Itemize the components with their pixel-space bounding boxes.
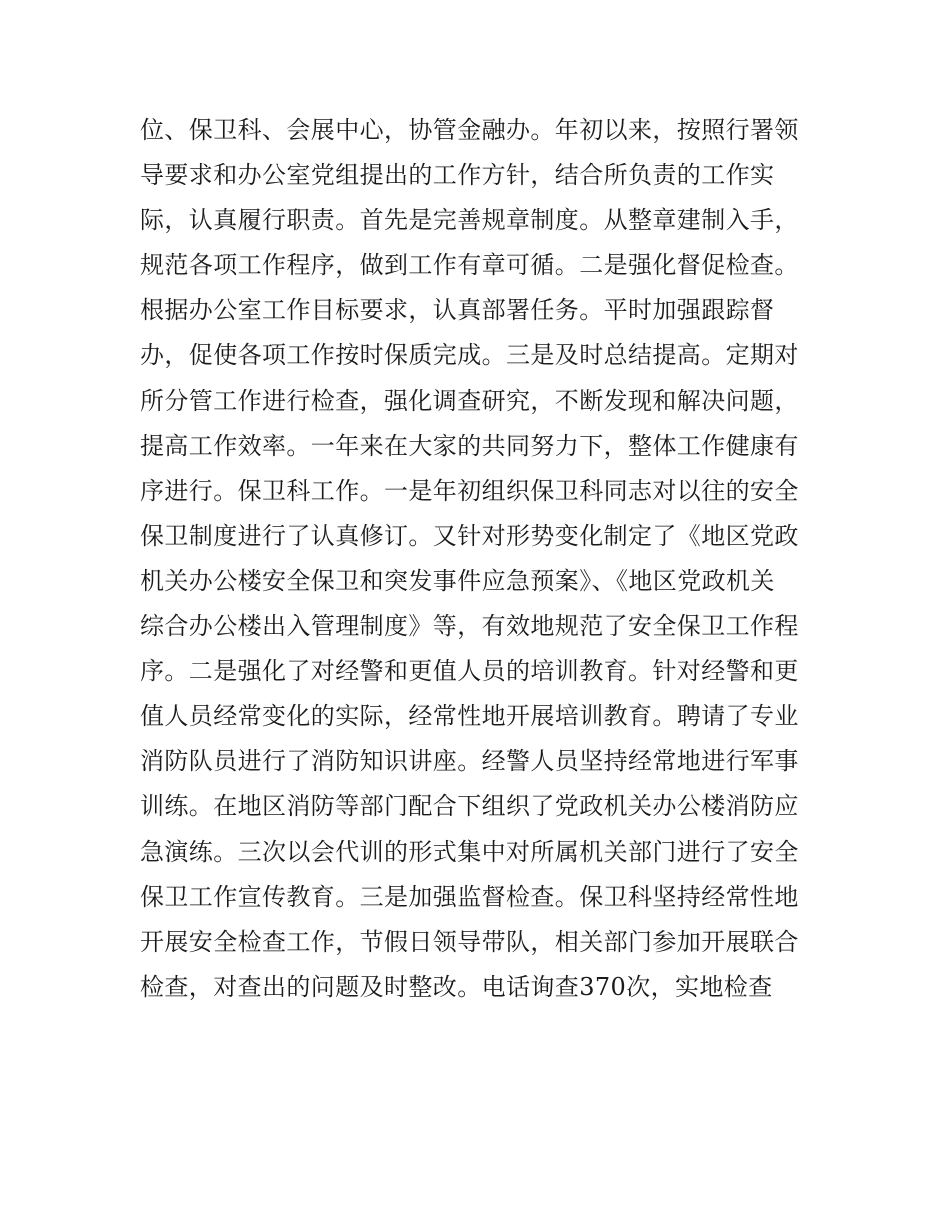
text-line: 际，认真履行职责。首先是完善规章制度。从整章建制入手， bbox=[140, 206, 799, 235]
text-line: 序。二是强化了对经警和更值人员的培训教育。针对经警和更 bbox=[140, 657, 799, 686]
body-text bbox=[140, 108, 820, 1010]
text-line: 急演练。三次以会代训的形式集中对所属机关部门进行了安全 bbox=[140, 837, 799, 866]
text-line: 训练。在地区消防等部门配合下组织了党政机关办公楼消防应 bbox=[140, 792, 799, 821]
text-line: 规范各项工作程序，做到工作有章可循。二是强化督促检查。 bbox=[140, 251, 799, 280]
text-line: 提高工作效率。一年来在大家的共同努力下，整体工作健康有 bbox=[140, 431, 799, 460]
text-line: 办，促使各项工作按时保质完成。三是及时总结提高。定期对 bbox=[140, 341, 799, 370]
text-line: 保卫制度进行了认真修订。又针对形势变化制定了《地区党政 bbox=[140, 521, 799, 550]
text-line: 根据办公室工作目标要求，认真部署任务。平时加强跟踪督 bbox=[140, 296, 775, 325]
text-line: 导要求和办公室党组提出的工作方针，结合所负责的工作实 bbox=[140, 161, 775, 190]
text-line: 机关办公楼安全保卫和突发事件应急预案》、《地区党政机关 bbox=[140, 566, 775, 595]
text-line: 值人员经常变化的实际，经常性地开展培训教育。聘请了专业 bbox=[140, 702, 799, 731]
text-line: 综合办公楼出入管理制度》等，有效地规范了安全保卫工作程 bbox=[140, 612, 799, 641]
text-line: 消防队员进行了消防知识讲座。经警人员坚持经常地进行军事 bbox=[140, 747, 799, 776]
text-line: 开展安全检查工作，节假日领导带队，相关部门参加开展联合 bbox=[140, 927, 799, 956]
text-line: 保卫工作宣传教育。三是加强监督检查。保卫科坚持经常性地 bbox=[140, 882, 799, 911]
text-line: 检查，对查出的问题及时整改。电话询查370次，实地检查 bbox=[140, 972, 773, 1001]
text-line: 序进行。保卫科工作。一是年初组织保卫科同志对以往的安全 bbox=[140, 476, 799, 505]
text-line: 位、保卫科、会展中心，协管金融办。年初以来，按照行署领 bbox=[140, 116, 799, 144]
text-line: 所分管工作进行检查，强化调查研究，不断发现和解决问题， bbox=[140, 386, 799, 415]
